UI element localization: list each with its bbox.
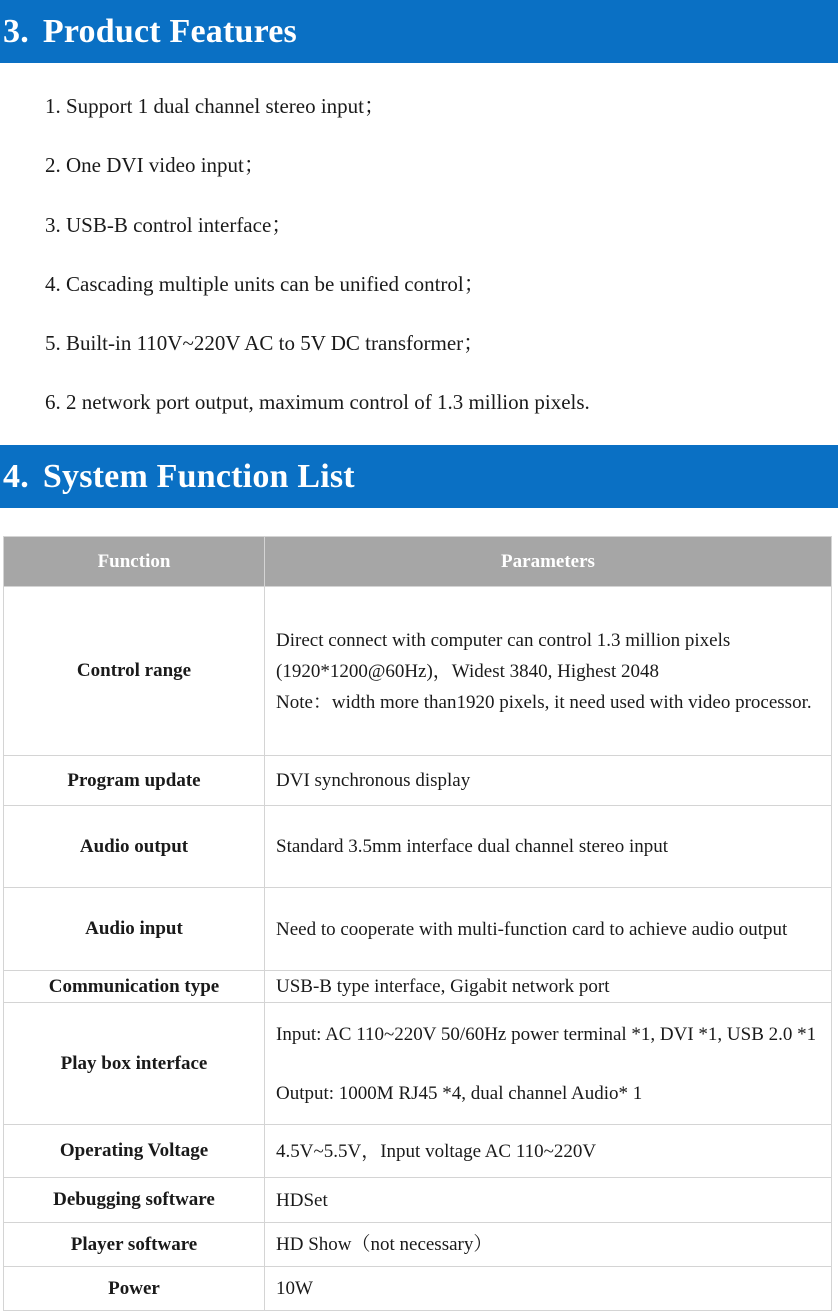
parameters-cell: [265, 888, 832, 971]
function-table: [3, 536, 832, 1311]
list-item: 6. 2 network port output, maximum control of 1.3 million pixels.: [45, 390, 590, 415]
parameter-line: USB-B type interface, Gigabit network port: [276, 976, 610, 997]
parameter-line: Output: 1000M RJ45 *4, dual channel Audio* 1: [276, 1082, 643, 1104]
table-row: [4, 1125, 832, 1178]
parameter-line: Standard 3.5mm interface dual channel stereo input: [276, 836, 669, 857]
column-header-parameters: Parameters: [265, 537, 832, 587]
parameters-cell: [265, 587, 832, 756]
parameters-cell: [265, 1003, 832, 1125]
function-cell: Play box interface: [4, 1003, 265, 1125]
function-cell: Player software: [4, 1223, 265, 1267]
parameters-cell: [265, 756, 832, 806]
feature-list: [45, 81, 590, 437]
function-cell: Debugging software: [4, 1178, 265, 1223]
column-header-function: Function: [4, 537, 265, 587]
list-item: 3. USB-B control interface；: [45, 212, 293, 237]
table-row: [4, 888, 832, 971]
table-row: [4, 1003, 832, 1125]
function-cell: Program update: [4, 756, 265, 806]
list-item: 5. Built-in 110V~220V AC to 5V DC transformer；: [45, 331, 485, 356]
function-cell: Control range: [4, 587, 265, 756]
parameter-line: Input: AC 110~220V 50/60Hz power terminal *1, DVI *1, USB 2.0 *1: [276, 1023, 817, 1045]
function-cell: Operating Voltage: [4, 1125, 265, 1178]
section-title: System Function List: [42, 457, 355, 495]
parameters-cell: [265, 971, 832, 1003]
parameters-cell: [265, 1125, 832, 1178]
parameters-cell: [265, 806, 832, 888]
table-row: [4, 1267, 832, 1311]
section-header-system-function-list: [0, 445, 838, 508]
parameter-line: DVI synchronous display: [276, 770, 471, 791]
list-item: 2. One DVI video input；: [45, 153, 265, 178]
table-row: [4, 756, 832, 806]
parameter-line: HDSet: [276, 1189, 328, 1211]
parameter-line: Note：width more than1920 pixels, it need used with video processor.: [276, 691, 812, 713]
section-title: Product Features: [42, 12, 297, 50]
parameters-cell: [265, 1178, 832, 1223]
table-row: [4, 1178, 832, 1223]
table-row: [4, 971, 832, 1003]
table-header-row: [4, 537, 832, 587]
parameter-line: HD Show（not necessary）: [276, 1234, 493, 1255]
list-item: 4. Cascading multiple units can be unified control；: [45, 271, 485, 296]
function-cell: Communication type: [4, 971, 265, 1003]
list-item: 1. Support 1 dual channel stereo input；: [45, 94, 386, 118]
parameters-cell: [265, 1267, 832, 1311]
function-cell: Audio output: [4, 806, 265, 888]
table-row: [4, 1223, 832, 1267]
table-row: [4, 806, 832, 888]
table-row: [4, 587, 832, 756]
function-cell: Power: [4, 1267, 265, 1311]
section-number: 3.: [3, 12, 29, 50]
parameter-line: 10W: [276, 1278, 313, 1299]
parameter-line: 4.5V~5.5V，Input voltage AC 110~220V: [276, 1140, 597, 1162]
parameters-cell: [265, 1223, 832, 1267]
parameter-line: Direct connect with computer can control 1.3 million pixels (1920*1200@60Hz)，Widest 3840, Highest 2048: [276, 629, 731, 682]
parameter-line: Need to cooperate with multi-function card to achieve audio output: [276, 918, 788, 940]
section-number: 4.: [3, 457, 29, 495]
section-header-product-features: [0, 0, 838, 63]
function-cell: Audio input: [4, 888, 265, 971]
